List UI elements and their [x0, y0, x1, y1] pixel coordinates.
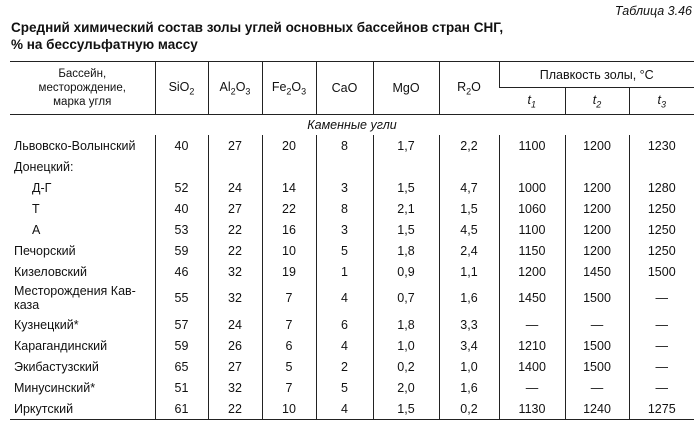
row-value — [373, 156, 439, 177]
row-value: 0,2 — [373, 356, 439, 377]
row-value: — — [629, 377, 694, 398]
row-value: 1280 — [629, 177, 694, 198]
row-name-line: Месторождения Кав- — [14, 284, 136, 298]
header-t1: $t_1$ — [527, 92, 536, 110]
header-mgo: MgO — [373, 62, 439, 115]
section-row — [10, 115, 694, 136]
row-value: 10 — [262, 240, 316, 261]
table-row — [10, 335, 694, 356]
table-row — [10, 240, 694, 261]
row-value: 19 — [262, 261, 316, 282]
title-line-2: % на бессульфатную массу — [11, 37, 198, 52]
section-title: Каменные угли — [307, 118, 397, 132]
row-value: 5 — [316, 240, 373, 261]
row-value: 6 — [316, 314, 373, 335]
row-name: Иркутский — [14, 401, 74, 416]
row-value: 32 — [208, 282, 262, 314]
header-name-line: марка угля — [53, 96, 112, 108]
row-value: 4 — [316, 335, 373, 356]
table-row — [10, 219, 694, 240]
row-value: 1500 — [565, 335, 629, 356]
row-value — [629, 156, 694, 177]
row-value: 0,2 — [439, 398, 499, 420]
row-value: 2,0 — [373, 377, 439, 398]
header-name — [10, 62, 155, 115]
row-value: 1,7 — [373, 135, 439, 156]
row-value: 1,5 — [373, 398, 439, 420]
row-value: 53 — [155, 219, 208, 240]
row-value: 16 — [262, 219, 316, 240]
row-value: 27 — [208, 198, 262, 219]
row-value: 2,4 — [439, 240, 499, 261]
row-name-line: каза — [14, 298, 40, 312]
header-cao: CaO — [316, 62, 373, 115]
row-name: Печорский — [14, 243, 76, 258]
table-number: Таблица 3.46 — [614, 4, 692, 18]
row-value: — — [629, 356, 694, 377]
row-value: 1250 — [629, 240, 694, 261]
row-value: 0,7 — [373, 282, 439, 314]
row-value: 4 — [316, 398, 373, 420]
header-fe2o3: $Fe_2O_3$ — [262, 62, 316, 115]
row-value — [316, 156, 373, 177]
row-value: 4,7 — [439, 177, 499, 198]
row-value: — — [499, 314, 565, 335]
row-value: 1500 — [565, 356, 629, 377]
row-value: 1230 — [629, 135, 694, 156]
row-value: 7 — [262, 314, 316, 335]
row-value: 1100 — [499, 135, 565, 156]
header-r2o: $R_2O$ — [439, 62, 499, 115]
row-value: 10 — [262, 398, 316, 420]
row-value: 1100 — [499, 219, 565, 240]
row-name: Донецкий: — [14, 159, 74, 174]
header-fusion: Плавкость золы, °С — [499, 62, 694, 88]
table-row — [10, 261, 694, 282]
row-value: 1250 — [629, 219, 694, 240]
table-row — [10, 377, 694, 398]
row-value: 32 — [208, 261, 262, 282]
row-value: 20 — [262, 135, 316, 156]
row-value: 27 — [208, 356, 262, 377]
table-title — [11, 19, 611, 53]
row-name: Д-Г — [32, 180, 52, 195]
row-value: 1,8 — [373, 240, 439, 261]
row-value: 65 — [155, 356, 208, 377]
row-value: 1210 — [499, 335, 565, 356]
row-value: 1200 — [565, 198, 629, 219]
row-value: 5 — [316, 377, 373, 398]
row-value: 1,1 — [439, 261, 499, 282]
row-value: 46 — [155, 261, 208, 282]
row-value: 1,6 — [439, 282, 499, 314]
row-value — [155, 156, 208, 177]
title-line-1: Средний химический состав золы углей основных бассейнов стран СНГ, — [11, 20, 504, 35]
table-row — [10, 356, 694, 377]
table-row — [10, 282, 694, 314]
row-value: 1,8 — [373, 314, 439, 335]
row-value: 7 — [262, 377, 316, 398]
row-value: 1150 — [499, 240, 565, 261]
row-value: 40 — [155, 135, 208, 156]
row-value: — — [565, 377, 629, 398]
row-value: 1240 — [565, 398, 629, 420]
row-value: 3,4 — [439, 335, 499, 356]
row-value: 61 — [155, 398, 208, 420]
row-value — [439, 156, 499, 177]
row-value: 57 — [155, 314, 208, 335]
row-value: 55 — [155, 282, 208, 314]
row-value: 1130 — [499, 398, 565, 420]
row-name: Т — [32, 201, 40, 216]
row-value — [499, 156, 565, 177]
row-value: 24 — [208, 314, 262, 335]
row-value: 1,5 — [373, 219, 439, 240]
row-value: 24 — [208, 177, 262, 198]
row-name: Львовско-Волынский — [14, 138, 136, 153]
row-value: 51 — [155, 377, 208, 398]
row-value: 59 — [155, 240, 208, 261]
row-name: Кизеловский — [14, 264, 87, 279]
row-value: 1,0 — [373, 335, 439, 356]
row-name: Кузнецкий* — [14, 317, 79, 332]
table-row — [10, 314, 694, 335]
row-value: 1450 — [499, 282, 565, 314]
header-name-line: Бассейн, — [58, 68, 107, 80]
table-header — [10, 62, 694, 115]
row-name: Экибастузский — [14, 359, 99, 374]
row-value: — — [499, 377, 565, 398]
table-row — [10, 135, 694, 156]
row-value — [208, 156, 262, 177]
row-value: 3 — [316, 219, 373, 240]
row-value: 1060 — [499, 198, 565, 219]
table-row — [10, 177, 694, 198]
row-value — [262, 156, 316, 177]
row-value: 4 — [316, 282, 373, 314]
row-value: 32 — [208, 377, 262, 398]
row-value: 1200 — [565, 135, 629, 156]
table-body — [10, 115, 694, 420]
row-value: 3,3 — [439, 314, 499, 335]
row-value: 1,6 — [439, 377, 499, 398]
row-value: 26 — [208, 335, 262, 356]
row-value: 59 — [155, 335, 208, 356]
row-value: 2,1 — [373, 198, 439, 219]
row-value: 1,0 — [439, 356, 499, 377]
header-name-line: месторождение, — [38, 82, 126, 94]
row-value: 0,9 — [373, 261, 439, 282]
row-name — [10, 282, 155, 314]
row-value: 40 — [155, 198, 208, 219]
row-value: 22 — [262, 198, 316, 219]
header-sio2: SiO$_2$ — [155, 62, 208, 115]
row-value: — — [629, 314, 694, 335]
row-value: 5 — [262, 356, 316, 377]
row-value: 2,2 — [439, 135, 499, 156]
table-row — [10, 156, 694, 177]
row-value: — — [629, 335, 694, 356]
row-value: 6 — [262, 335, 316, 356]
row-value: 3 — [316, 177, 373, 198]
row-value: 1 — [316, 261, 373, 282]
row-value: 1500 — [565, 282, 629, 314]
row-name: А — [32, 222, 41, 237]
header-t3: $t_3$ — [629, 88, 694, 115]
row-name: Карагандинский — [14, 338, 108, 353]
row-value: 14 — [262, 177, 316, 198]
row-value: 4,5 — [439, 219, 499, 240]
row-value: 1275 — [629, 398, 694, 420]
row-value: 22 — [208, 219, 262, 240]
row-value: 1400 — [499, 356, 565, 377]
header-t2: $t_2$ — [565, 88, 629, 115]
row-value: 1250 — [629, 198, 694, 219]
row-value: 1450 — [565, 261, 629, 282]
row-value: 1,5 — [439, 198, 499, 219]
row-value — [565, 156, 629, 177]
row-value: 1200 — [499, 261, 565, 282]
row-value: 1000 — [499, 177, 565, 198]
row-value: 22 — [208, 240, 262, 261]
row-value: 1200 — [565, 240, 629, 261]
row-value: — — [629, 282, 694, 314]
row-value: 22 — [208, 398, 262, 420]
header-al2o3: $Al_2O_3$ — [208, 62, 262, 115]
table-row — [10, 398, 694, 420]
row-value: 1200 — [565, 219, 629, 240]
row-value: — — [565, 314, 629, 335]
row-value: 1200 — [565, 177, 629, 198]
row-value: 8 — [316, 135, 373, 156]
table-row — [10, 198, 694, 219]
row-value: 2 — [316, 356, 373, 377]
row-value: 7 — [262, 282, 316, 314]
ash-composition-table — [10, 61, 694, 420]
row-value: 27 — [208, 135, 262, 156]
row-value: 1500 — [629, 261, 694, 282]
row-value: 8 — [316, 198, 373, 219]
row-value: 1,5 — [373, 177, 439, 198]
row-name: Минусинский* — [14, 380, 96, 395]
row-value: 52 — [155, 177, 208, 198]
